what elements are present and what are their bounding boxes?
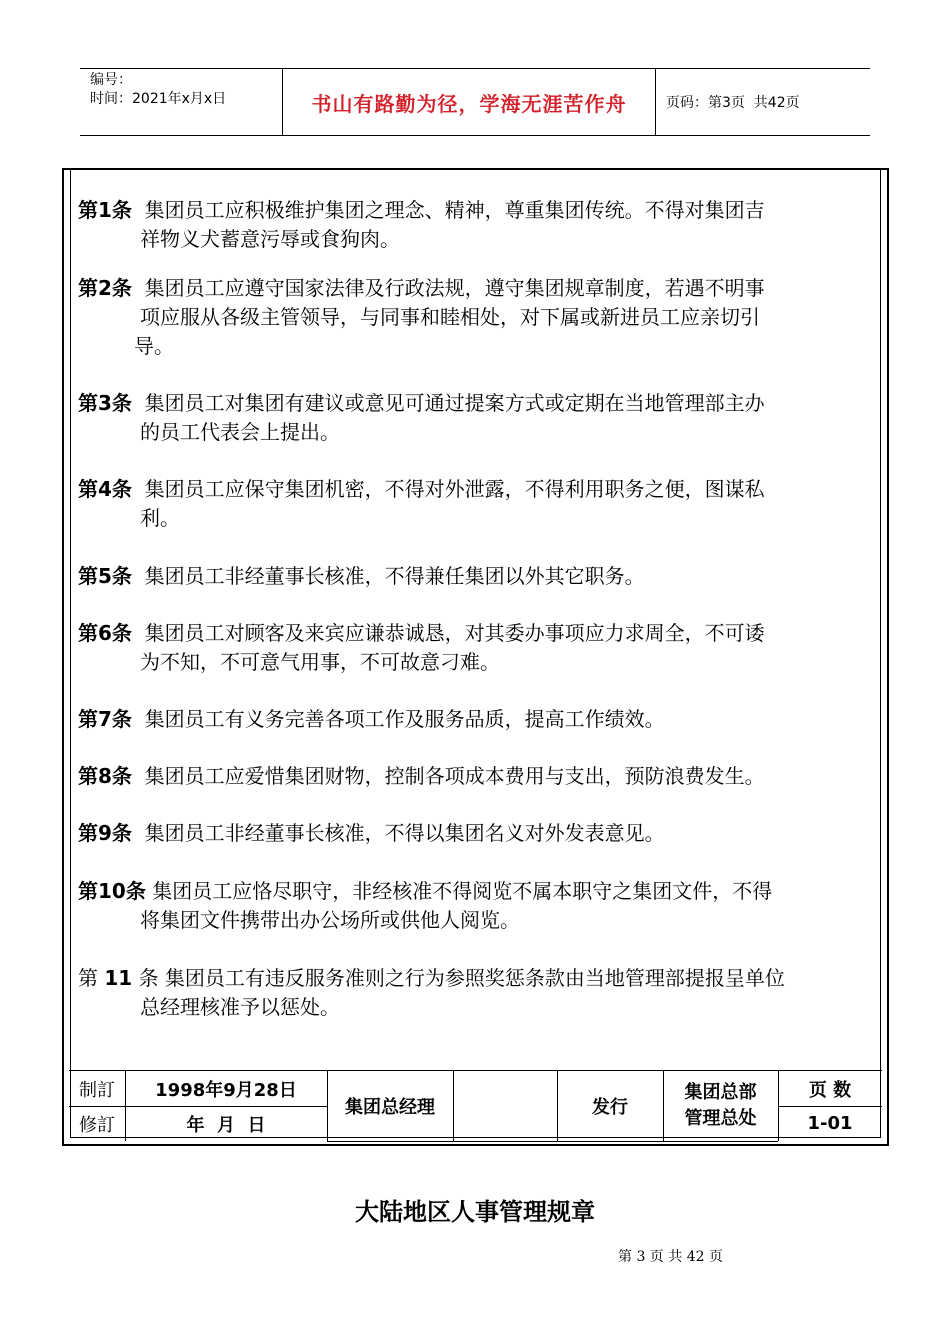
article-text: 集团员工有义务完善各项工作及服务品质，提高工作绩效。 xyxy=(144,707,665,731)
article-number: 第5条 xyxy=(78,564,132,588)
article-number: 第4条 xyxy=(78,477,132,501)
header-motto: 书山有路勤为径，学海无涯苦作舟 xyxy=(282,69,656,135)
article-text: 祥物义犬蓄意污辱或食狗肉。 xyxy=(140,227,400,251)
article-8 xyxy=(78,762,868,791)
article-10 xyxy=(78,877,868,935)
revised-label: 修訂 xyxy=(79,1114,115,1136)
article-number: 第3条 xyxy=(78,391,132,415)
article-text: 利。 xyxy=(140,506,180,530)
made-date: 1998年9月28日 xyxy=(155,1079,297,1101)
article-text: 导。 xyxy=(134,334,174,358)
article-text: 集团员工应保守集团机密，不得对外泄露，不得利用职务之便，图谋私 xyxy=(144,477,765,501)
header-meta xyxy=(80,69,282,135)
article-number: 第2条 xyxy=(78,276,132,300)
number-label: 编号： xyxy=(90,72,132,88)
article-9 xyxy=(78,819,868,848)
article-4 xyxy=(78,475,868,533)
article-text: 集团员工应积极维护集团之理念、精神，尊重集团传统。不得对集团吉 xyxy=(144,198,765,222)
article-text: 集团员工非经董事长核准，不得以集团名义对外发表意见。 xyxy=(144,821,665,845)
gm-label: 集团总经理 xyxy=(345,1097,435,1118)
article-text: 的员工代表会上提出。 xyxy=(140,420,340,444)
article-text: 为不知，不可意气用事，不可故意刁难。 xyxy=(140,650,500,674)
article-text: 集团员工有违反服务准则之行为参照奖惩条款由当地管理部提报呈单位 xyxy=(164,966,785,990)
issue-label: 发行 xyxy=(592,1097,628,1118)
article-7 xyxy=(78,705,868,734)
made-label: 制訂 xyxy=(79,1079,115,1101)
page-count-value: 1-01 xyxy=(807,1113,853,1134)
article-number: 第6条 xyxy=(78,621,132,645)
article-3 xyxy=(78,389,868,447)
document-header xyxy=(80,68,870,136)
issuing-department: 集团总部 管理总处 xyxy=(684,1082,757,1129)
article-number: 第10条 xyxy=(78,879,146,903)
article-number: 第9条 xyxy=(78,821,132,845)
approval-table xyxy=(69,1070,882,1140)
revised-date: 年 月 日 xyxy=(186,1114,266,1136)
article-number: 11 xyxy=(104,966,133,990)
article-text: 集团员工对顾客及来宾应谦恭诚恳，对其委办事项应力求周全，不可诿 xyxy=(144,621,765,645)
article-1 xyxy=(78,196,868,254)
article-2 xyxy=(78,274,868,361)
article-text: 集团员工应爱惜集团财物，控制各项成本费用与支出，预防浪费发生。 xyxy=(144,764,765,788)
article-text: 集团员工对集团有建议或意见可通过提案方式或定期在当地管理部主办 xyxy=(144,391,765,415)
article-number-suffix: 条 xyxy=(138,966,159,990)
time-label: 时间：2021年x月x日 xyxy=(90,91,227,107)
article-text: 集团员工非经董事长核准，不得兼任集团以外其它职务。 xyxy=(144,564,645,588)
document-title: 大陆地区人事管理规章 xyxy=(355,1198,595,1226)
article-text: 项应服从各级主管领导，与同事和睦相处，对下属或新进员工应亲切引 xyxy=(140,305,760,329)
article-text: 集团员工应遵守国家法律及行政法规，遵守集团规章制度，若遇不明事 xyxy=(144,276,765,300)
article-number-prefix: 第 xyxy=(78,966,98,990)
article-number: 第7条 xyxy=(78,707,132,731)
header-page-code: 页码：第3页 共42页 xyxy=(666,95,800,111)
article-6 xyxy=(78,619,868,677)
article-text: 总经理核准予以惩处。 xyxy=(140,995,340,1019)
gm-signature xyxy=(453,1071,557,1141)
article-number: 第1条 xyxy=(78,198,132,222)
article-5 xyxy=(78,562,868,591)
article-text: 集团员工应恪尽职守，非经核准不得阅览不属本职守之集团文件，不得 xyxy=(152,879,773,903)
article-text: 将集团文件携带出办公场所或供他人阅览。 xyxy=(140,908,520,932)
article-number: 第8条 xyxy=(78,764,132,788)
page-count-label: 页 数 xyxy=(808,1079,852,1101)
article-11 xyxy=(78,964,868,1022)
